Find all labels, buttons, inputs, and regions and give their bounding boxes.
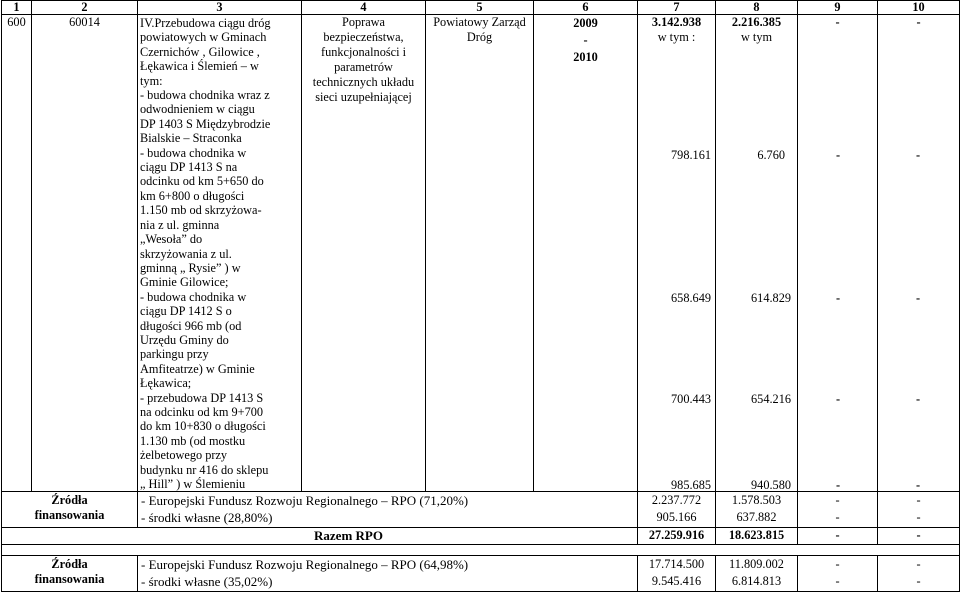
sum-year: 18.623.815	[716, 528, 798, 545]
scope-line: skrzyżowania z ul.	[140, 246, 232, 261]
scope-line: powiatowych w Gminach	[140, 30, 267, 45]
scope-line: Bialskie – Straconka	[140, 131, 242, 146]
item-col10: -	[916, 148, 921, 162]
col9-value: -	[835, 15, 840, 29]
scope-line: Łękawica i Ślemień – w	[140, 59, 259, 74]
chapter-cell: 60014	[32, 15, 138, 492]
funding-col9-cell	[798, 492, 878, 528]
header-cell: 9	[798, 1, 878, 15]
scope-line: Gminie Gilowice;	[140, 275, 229, 290]
col10-cell	[878, 15, 960, 492]
funding-total: 9.545.416	[651, 574, 702, 589]
scope-line: Łękawica;	[140, 376, 192, 391]
goal-cell	[302, 15, 426, 492]
funding-source: - Europejski Fundusz Rozwoju Regionalnego – RPO (71,20%)	[141, 493, 469, 509]
scope-line: Czernichów , Gilowice ,	[140, 44, 260, 59]
scope-line: IV.Przebudowa ciągu dróg	[140, 16, 271, 30]
item-year: 614.829	[751, 291, 791, 305]
funding-col10: -	[916, 574, 921, 589]
sum-row	[2, 528, 960, 545]
scope-line: długości 966 mb (od	[140, 318, 242, 333]
period-line: 2009	[573, 16, 598, 30]
item-col9: -	[836, 148, 841, 162]
spacer-row	[2, 545, 960, 556]
spacer-cell	[2, 545, 960, 556]
funding-year: 11.809.002	[729, 557, 784, 572]
unit-line: Dróg	[466, 30, 493, 44]
scope-line: odcinku od km 5+650 do	[140, 174, 264, 189]
column-number-row	[2, 1, 960, 15]
year-amount-cell	[716, 15, 798, 492]
item-year: 940.580	[751, 478, 791, 492]
funding-col10: -	[916, 493, 921, 508]
project-row	[2, 15, 960, 492]
funding-col9-cell	[798, 556, 878, 592]
funding-col10-cell	[878, 492, 960, 528]
funding-col10-cell	[878, 556, 960, 592]
funding-col9: -	[835, 557, 840, 572]
header-cell: 6	[534, 1, 638, 15]
scope-line: - budowa chodnika w	[140, 145, 247, 160]
scope-line: Amfiteatrze) w Gminie	[140, 361, 255, 376]
year-amount-note: w tym	[740, 30, 773, 44]
scope-line: ciągu DP 1412 S o	[140, 304, 232, 319]
sum-total: 27.259.916	[638, 528, 716, 545]
scope-line: - budowa chodnika w	[140, 289, 247, 304]
goal-line: Poprawa	[341, 15, 386, 29]
item-total: 985.685	[671, 478, 711, 492]
item-year: 6.760	[757, 148, 785, 162]
scope-line: „ Hill” ) w Ślemieniu	[140, 477, 246, 491]
sum-col10: -	[878, 528, 960, 545]
funding-label	[2, 556, 138, 592]
funding-row	[2, 492, 960, 528]
item-total: 658.649	[671, 291, 711, 305]
goal-line: technicznych układu	[312, 75, 415, 89]
scope-line: gminną „ Rysie” ) w	[140, 260, 241, 275]
item-total: 700.443	[671, 392, 711, 406]
unit-cell	[426, 15, 534, 492]
funding-total: 2.237.772	[651, 493, 702, 508]
scope-line: tym:	[140, 73, 163, 88]
total-amount-cell	[638, 15, 716, 492]
funding-label-line: finansowania	[34, 572, 105, 587]
header-cell: 3	[138, 1, 302, 15]
scope-line: ciągu DP 1413 S na	[140, 160, 238, 175]
goal-line: sieci uzupełniającej	[315, 90, 412, 104]
funding-sources	[138, 556, 638, 592]
goal-line: parametrów	[334, 60, 393, 74]
header-cell: 5	[426, 1, 534, 15]
scope-cell	[138, 15, 302, 492]
header-cell: 8	[716, 1, 798, 15]
unit-line: Powiatowy Zarząd	[433, 15, 526, 29]
funding-sources	[138, 492, 638, 528]
item-col10: -	[916, 291, 921, 305]
funding-total: 17.714.500	[648, 557, 705, 572]
total-amount: 3.142.938	[651, 15, 702, 29]
funding-source: - środki własne (35,02%)	[141, 574, 273, 590]
funding-col10: -	[916, 557, 921, 572]
period-cell	[534, 15, 638, 492]
funding-label-line: finansowania	[34, 508, 105, 523]
scope-line: - budowa chodnika wraz z	[140, 88, 270, 103]
item-col10: -	[916, 478, 921, 492]
scope-line: budynku nr 416 do sklepu	[140, 462, 269, 477]
funding-total-cell	[638, 492, 716, 528]
sum-label: Razem RPO	[2, 528, 638, 545]
year-amount: 2.216.385	[731, 15, 782, 29]
funding-source: - Europejski Fundusz Rozwoju Regionalnego – RPO (64,98%)	[141, 557, 469, 573]
funding-source: - środki własne (28,80%)	[141, 510, 273, 526]
funding-col9: -	[835, 574, 840, 589]
funding-label-line: Źródła	[51, 493, 88, 508]
goal-line: bezpieczeństwa,	[323, 30, 404, 44]
scope-line: Urzędu Gminy do	[140, 332, 229, 347]
col10-value: -	[916, 15, 921, 29]
period-line: 2010	[573, 50, 598, 64]
header-cell: 4	[302, 1, 426, 15]
goal-line: funkcjonalności i	[320, 45, 407, 59]
sum-col9: -	[798, 528, 878, 545]
scope-line: odwodnieniem w ciągu	[140, 102, 255, 117]
scope-line: „Wesoła” do	[140, 232, 203, 247]
header-cell: 1	[2, 1, 32, 15]
funding-year-cell	[716, 492, 798, 528]
funding-row	[2, 556, 960, 592]
scope-line: nia z ul. gminna	[140, 217, 220, 232]
scope-line: na odcinku od km 9+700	[140, 404, 264, 419]
budget-table	[1, 0, 960, 592]
funding-year-cell	[716, 556, 798, 592]
funding-label-line: Źródła	[51, 557, 88, 572]
division-cell: 600	[2, 15, 32, 492]
scope-line: 1.130 mb (od mostku	[140, 433, 246, 448]
header-cell: 7	[638, 1, 716, 15]
scope-line: - przebudowa DP 1413 S	[140, 390, 264, 405]
item-year: 654.216	[751, 392, 791, 406]
funding-total: 905.166	[656, 510, 697, 525]
scope-line: do km 10+830 o długości	[140, 419, 266, 434]
scope-line: żelbetowego przy	[140, 448, 228, 463]
funding-year: 637.882	[736, 510, 777, 525]
funding-col9: -	[835, 510, 840, 525]
funding-year: 1.578.503	[731, 493, 782, 508]
funding-total-cell	[638, 556, 716, 592]
funding-label	[2, 492, 138, 528]
item-col9: -	[836, 392, 841, 406]
funding-year: 6.814.813	[731, 574, 782, 589]
period-line: -	[583, 33, 588, 47]
item-col9: -	[836, 291, 841, 305]
header-cell: 2	[32, 1, 138, 15]
header-cell: 10	[878, 1, 960, 15]
funding-col9: -	[835, 493, 840, 508]
scope-line: km 6+800 o długości	[140, 188, 245, 203]
total-amount-note: w tym :	[657, 30, 696, 44]
scope-line: 1.150 mb od skrzyżowa-	[140, 203, 262, 218]
funding-col10: -	[916, 510, 921, 525]
col9-cell	[798, 15, 878, 492]
scope-line: parkingu przy	[140, 347, 209, 362]
scope-line: DP 1403 S Międzybrodzie	[140, 116, 271, 131]
item-col9: -	[836, 478, 841, 492]
item-col10: -	[916, 392, 921, 406]
item-total: 798.161	[671, 148, 711, 162]
